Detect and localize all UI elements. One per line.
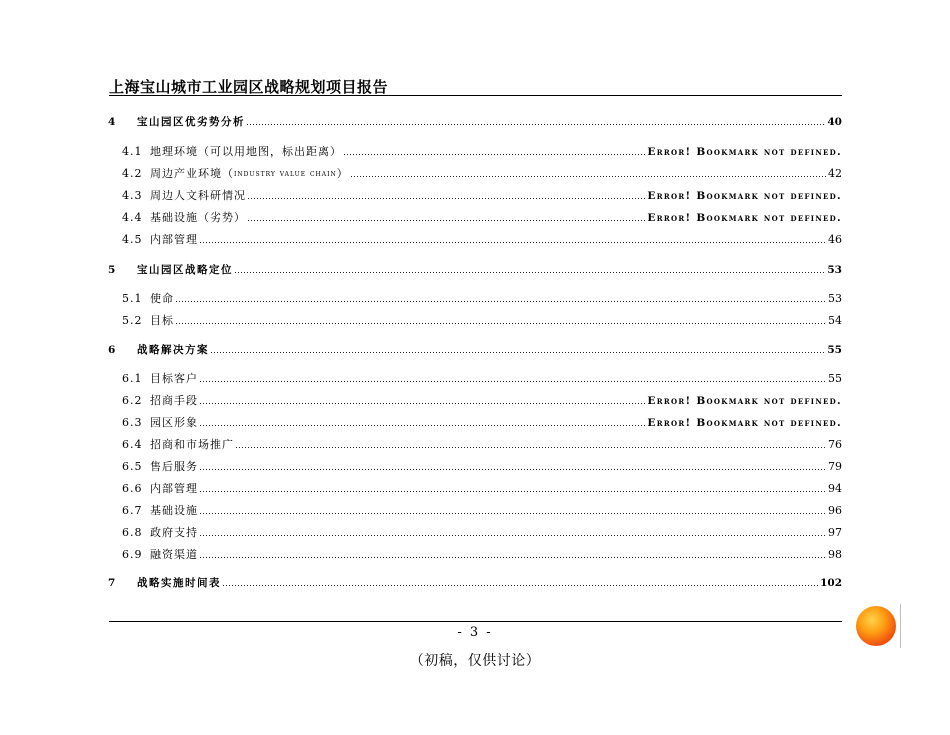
toc-entry-page: 94	[828, 482, 842, 495]
toc-entry[interactable]	[108, 393, 842, 409]
toc-dot-leader	[199, 380, 827, 383]
toc-entry-label: 基础设施	[150, 504, 198, 517]
toc-entry[interactable]	[108, 481, 842, 497]
toc-entry-number: 6.3	[122, 416, 143, 429]
toc-dot-leader	[175, 300, 827, 303]
toc-entry-label: 招商和市场推广	[150, 438, 234, 451]
toc-entry-number: 6.1	[122, 372, 143, 385]
toc-entry-label: 基础设施（劣势）	[150, 211, 246, 224]
toc-entry-number: 6.9	[122, 548, 143, 561]
toc-entry-label: 招商手段	[150, 394, 198, 407]
toc-entry-page: 42	[828, 167, 842, 180]
toc-dot-leader	[235, 446, 827, 449]
toc-entry-label: 地理环境（可以用地图，标出距离）	[150, 145, 342, 158]
toc-entry-page: 76	[828, 438, 842, 451]
toc-dot-leader	[199, 490, 827, 493]
toc-entry-page: 102	[820, 577, 842, 589]
toc-entry-number: 6.2	[122, 394, 143, 407]
toc-entry-label: 政府支持	[150, 526, 198, 539]
toc-entry-page: Error! Bookmark not defined.	[647, 146, 842, 158]
toc-entry-page: 97	[828, 526, 842, 539]
toc-entry[interactable]	[108, 342, 842, 358]
toc-entry-label: 使命	[150, 292, 174, 305]
footer-rule	[109, 621, 842, 622]
toc-dot-leader	[247, 219, 646, 222]
toc-dot-leader	[343, 153, 646, 156]
toc-entry-label-english: industry value chain	[234, 169, 337, 179]
toc-dot-leader	[199, 534, 827, 537]
toc-dot-leader	[199, 468, 827, 471]
toc-entry-number: 6.8	[122, 526, 143, 539]
toc-entry-number: 5	[108, 264, 116, 276]
toc-entry[interactable]	[108, 415, 842, 431]
toc-entry-page: Error! Bookmark not defined.	[647, 190, 842, 202]
toc-entry-number: 5.1	[122, 292, 143, 305]
header-rule	[109, 95, 842, 96]
toc-dot-leader	[247, 197, 646, 200]
toc-entry-number: 4.1	[122, 145, 143, 158]
toc-entry-number: 4.4	[122, 211, 143, 224]
toc-entry[interactable]	[108, 232, 842, 248]
toc-entry[interactable]	[108, 371, 842, 387]
document-title: 上海宝山城市工业园区战略规划项目报告	[109, 78, 389, 96]
toc-dot-leader	[199, 512, 827, 515]
toc-entry-label: 宝山园区优劣势分析	[137, 116, 245, 128]
toc-entry-number: 4	[108, 116, 116, 128]
toc-entry[interactable]	[108, 437, 842, 453]
toc-entry-page: 54	[828, 314, 842, 327]
toc-entry-label: 战略解决方案	[137, 344, 209, 356]
toc-entry[interactable]	[108, 114, 842, 130]
toc-dot-leader	[199, 556, 827, 559]
toc-entry-number: 6.5	[122, 460, 143, 473]
toc-entry-page: 46	[828, 233, 842, 246]
toc-entry-page: 53	[828, 292, 842, 305]
toc-dot-leader	[210, 351, 826, 354]
toc-entry-label: 宝山园区战略定位	[137, 264, 233, 276]
toc-entry-number: 5.2	[122, 314, 143, 327]
toc-entry[interactable]	[108, 166, 842, 182]
toc-dot-leader	[199, 241, 827, 244]
toc-entry-label-tail: ）	[336, 167, 349, 180]
toc-entry[interactable]	[108, 503, 842, 519]
toc-entry-number: 6.6	[122, 482, 143, 495]
draft-note: （初稿，仅供讨论）	[409, 653, 541, 669]
toc-entry-label: 融资渠道	[150, 548, 198, 561]
toc-entry-number: 6	[108, 344, 116, 356]
toc-entry[interactable]	[108, 144, 842, 160]
toc-entry-page: Error! Bookmark not defined.	[647, 417, 842, 429]
toc-entry-number: 4.2	[122, 167, 143, 180]
toc-dot-leader	[350, 175, 827, 178]
orange-sphere-logo-icon	[856, 606, 896, 646]
toc-entry-label: 战略实施时间表	[137, 577, 221, 589]
toc-entry-page: 40	[827, 116, 842, 128]
toc-dot-leader	[234, 271, 826, 274]
toc-entry-page: 55	[827, 344, 842, 356]
toc-dot-leader	[199, 402, 646, 405]
toc-entry-number: 6.4	[122, 438, 143, 451]
toc-entry[interactable]	[108, 291, 842, 307]
toc-entry-label: 内部管理	[150, 482, 198, 495]
toc-entry[interactable]	[108, 525, 842, 541]
toc-entry-page: Error! Bookmark not defined.	[647, 212, 842, 224]
toc-entry-label: 目标客户	[150, 372, 198, 385]
toc-dot-leader	[199, 424, 646, 427]
toc-entry-number: 7	[108, 577, 116, 589]
toc-entry[interactable]	[108, 262, 842, 278]
toc-entry-label: 周边人文科研情况	[150, 189, 246, 202]
toc-entry-number: 4.3	[122, 189, 143, 202]
toc-entry[interactable]	[108, 575, 842, 591]
toc-entry[interactable]	[108, 313, 842, 329]
toc-entry-page: 55	[828, 372, 842, 385]
logo-divider	[900, 604, 901, 648]
toc-entry-number: 4.5	[122, 233, 143, 246]
toc-entry-number: 6.7	[122, 504, 143, 517]
toc-entry-label: 园区形象	[150, 416, 198, 429]
toc-entry-page: 53	[827, 264, 842, 276]
toc-entry-page: 79	[828, 460, 842, 473]
toc-dot-leader	[246, 123, 826, 126]
toc-entry[interactable]	[108, 210, 842, 226]
toc-entry-label: 内部管理	[150, 233, 198, 246]
toc-entry-label: 售后服务	[150, 460, 198, 473]
page-number: - 3 -	[457, 625, 493, 640]
toc-entry-page: Error! Bookmark not defined.	[647, 395, 842, 407]
toc-entry[interactable]	[108, 459, 842, 475]
toc-entry-label: 目标	[150, 314, 174, 327]
toc-entry-label: 周边产业环境（	[150, 167, 234, 180]
toc-entry[interactable]	[108, 188, 842, 204]
toc-entry[interactable]	[108, 547, 842, 563]
toc-entry-page: 98	[828, 548, 842, 561]
toc-dot-leader	[222, 584, 819, 587]
toc-dot-leader	[175, 322, 827, 325]
toc-entry-page: 96	[828, 504, 842, 517]
